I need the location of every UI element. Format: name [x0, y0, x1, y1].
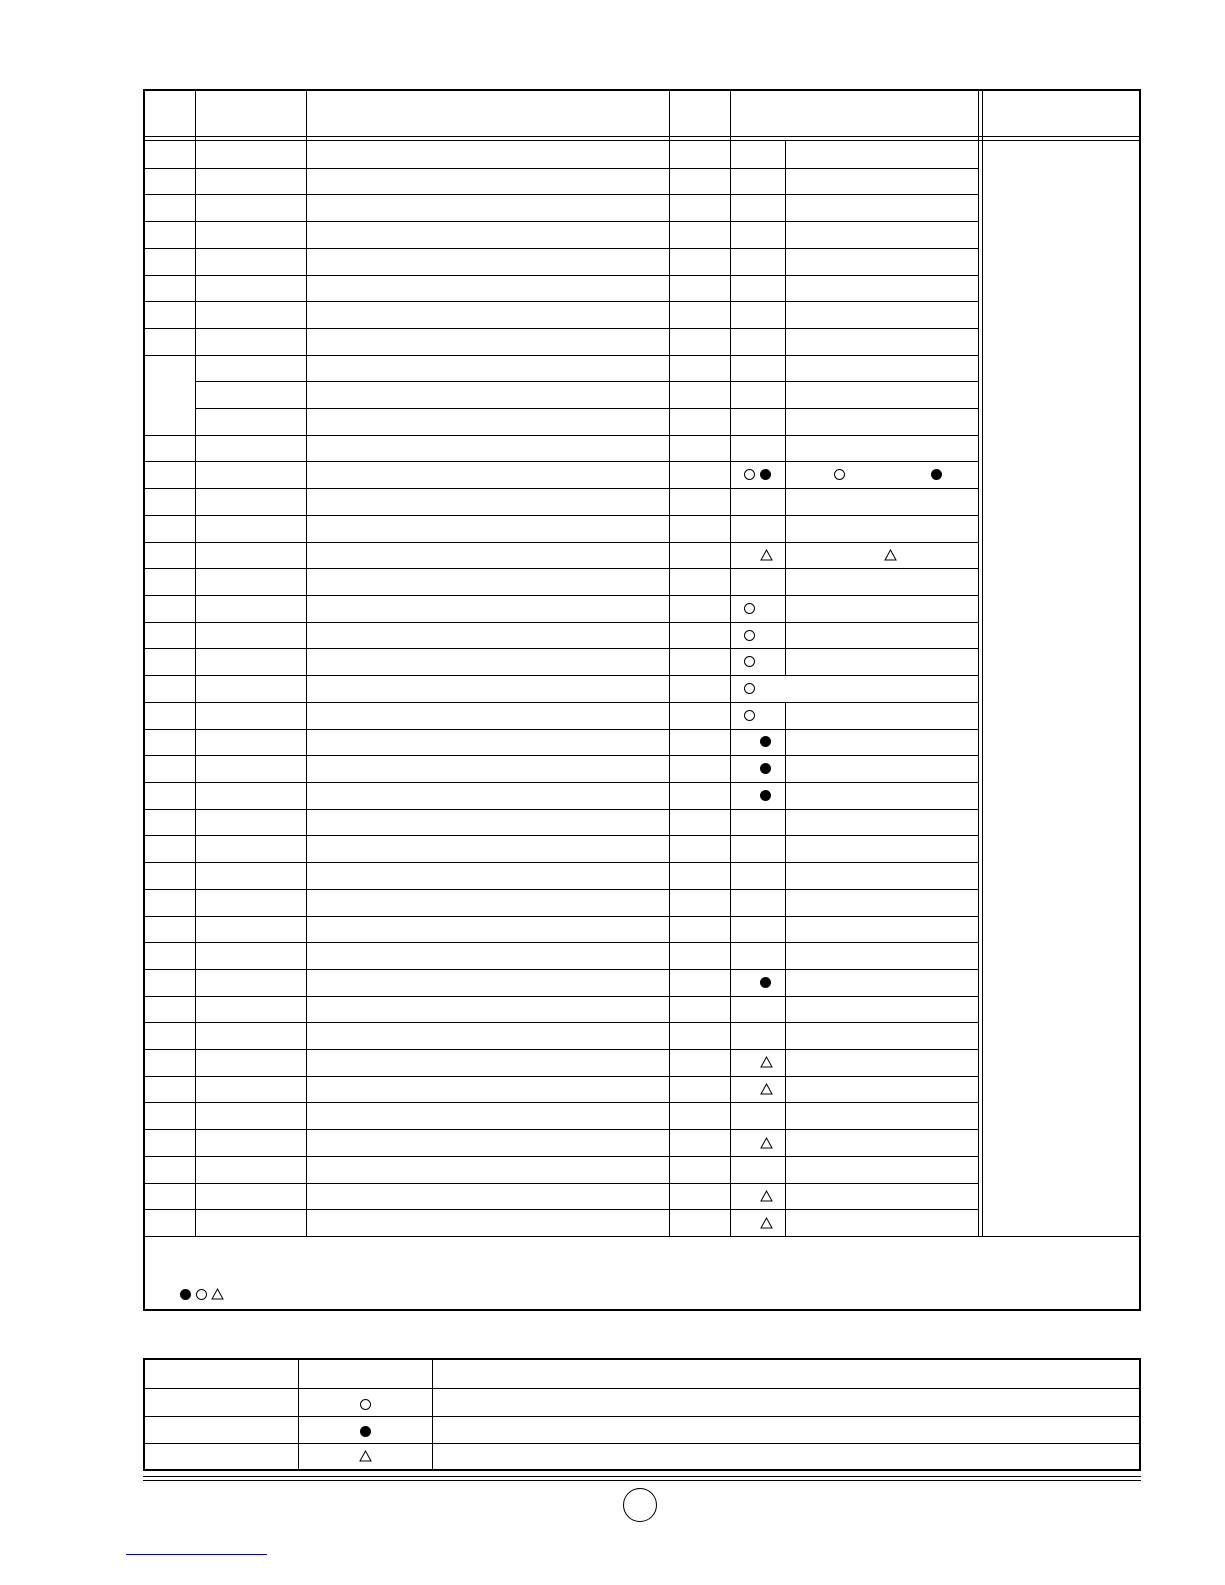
- legend-col-line: [432, 1358, 433, 1470]
- footer-rule-1: [143, 1476, 1141, 1477]
- row-rule: [143, 1102, 979, 1103]
- open-circle-icon: [744, 656, 755, 667]
- row-rule: [195, 381, 979, 382]
- filled-circle-icon: [180, 1289, 191, 1300]
- triangle-icon: [760, 1056, 773, 1068]
- row-rule: [143, 622, 979, 623]
- triangle-icon: [760, 1137, 773, 1149]
- row-rule: [143, 1156, 979, 1157]
- open-circle-icon: [834, 469, 845, 480]
- filled-circle-icon: [760, 736, 771, 747]
- legend-row-rule: [143, 1416, 1141, 1417]
- legend-row-rule: [143, 1443, 1141, 1444]
- footer-link-underline[interactable]: [126, 1554, 267, 1555]
- triangle-icon: [760, 1190, 773, 1202]
- row-rule: [143, 862, 979, 863]
- column-line: [730, 89, 731, 1236]
- filled-circle-icon: [760, 790, 771, 801]
- row-rule: [143, 1049, 979, 1050]
- filled-circle-icon: [760, 469, 771, 480]
- column-line: [306, 89, 307, 1236]
- row-rule: [143, 648, 979, 649]
- open-circle-icon: [744, 630, 755, 641]
- row-rule: [143, 168, 979, 169]
- row-rule: [143, 916, 979, 917]
- header-rule-1: [143, 136, 1141, 137]
- filled-circle-icon: [760, 977, 771, 988]
- last-col-divider-1: [978, 89, 979, 1237]
- table-border-top: [143, 89, 1141, 91]
- row-rule: [143, 1209, 979, 1210]
- triangle-icon: [760, 1217, 773, 1229]
- row-rule: [143, 809, 979, 810]
- row-rule: [143, 328, 979, 329]
- footnote-rule: [143, 1236, 1141, 1237]
- column-line: [785, 141, 786, 675]
- row-rule: [143, 248, 979, 249]
- legend-col-line: [298, 1358, 299, 1470]
- row-rule: [143, 996, 979, 997]
- row-rule: [143, 221, 979, 222]
- open-circle-icon: [744, 683, 755, 694]
- row-rule: [143, 355, 979, 356]
- legend-border-right: [1139, 1358, 1141, 1471]
- row-rule: [143, 595, 979, 596]
- header-rule-2: [143, 140, 1141, 141]
- filled-circle-icon: [931, 469, 942, 480]
- column-line: [669, 89, 670, 1236]
- triangle-icon: [359, 1450, 372, 1462]
- row-rule: [143, 275, 979, 276]
- filled-circle-icon: [360, 1426, 371, 1437]
- open-circle-icon: [744, 469, 755, 480]
- triangle-icon: [760, 549, 773, 561]
- row-rule: [143, 835, 979, 836]
- open-circle-icon: [744, 710, 755, 721]
- row-rule: [143, 1129, 979, 1130]
- row-rule: [143, 568, 979, 569]
- open-circle-icon: [360, 1399, 371, 1410]
- row-rule: [143, 755, 979, 756]
- row-rule: [143, 1022, 979, 1023]
- filled-circle-icon: [760, 763, 771, 774]
- row-rule: [195, 408, 979, 409]
- column-line: [195, 89, 196, 1236]
- legend-border-left: [143, 1358, 145, 1471]
- table-border-left: [143, 89, 145, 1311]
- table-border-right: [1139, 89, 1141, 1311]
- row-rule: [143, 488, 979, 489]
- open-circle-icon: [196, 1289, 207, 1300]
- table-border-bottom: [143, 1309, 1141, 1311]
- triangle-icon: [211, 1288, 224, 1300]
- row-rule: [143, 194, 979, 195]
- row-rule: [143, 675, 979, 676]
- legend-border-top: [143, 1358, 1141, 1360]
- triangle-icon: [760, 1083, 773, 1095]
- legend-border-bottom: [143, 1469, 1141, 1471]
- row-rule: [143, 889, 979, 890]
- row-rule: [143, 969, 979, 970]
- open-circle-icon: [744, 603, 755, 614]
- row-rule: [143, 301, 979, 302]
- column-line: [785, 702, 786, 1236]
- row-rule: [143, 729, 979, 730]
- row-rule: [143, 782, 979, 783]
- row-rule: [143, 435, 979, 436]
- row-rule: [143, 702, 979, 703]
- page-number-circle: [623, 1488, 657, 1522]
- last-col-divider-2: [982, 89, 983, 1237]
- row-rule: [143, 542, 979, 543]
- legend-row-rule: [143, 1388, 1141, 1389]
- triangle-icon: [884, 549, 897, 561]
- row-rule: [143, 1076, 979, 1077]
- row-rule: [143, 515, 979, 516]
- row-rule: [143, 1183, 979, 1184]
- footer-rule-2: [143, 1480, 1141, 1481]
- row-rule: [143, 461, 979, 462]
- row-rule: [143, 942, 979, 943]
